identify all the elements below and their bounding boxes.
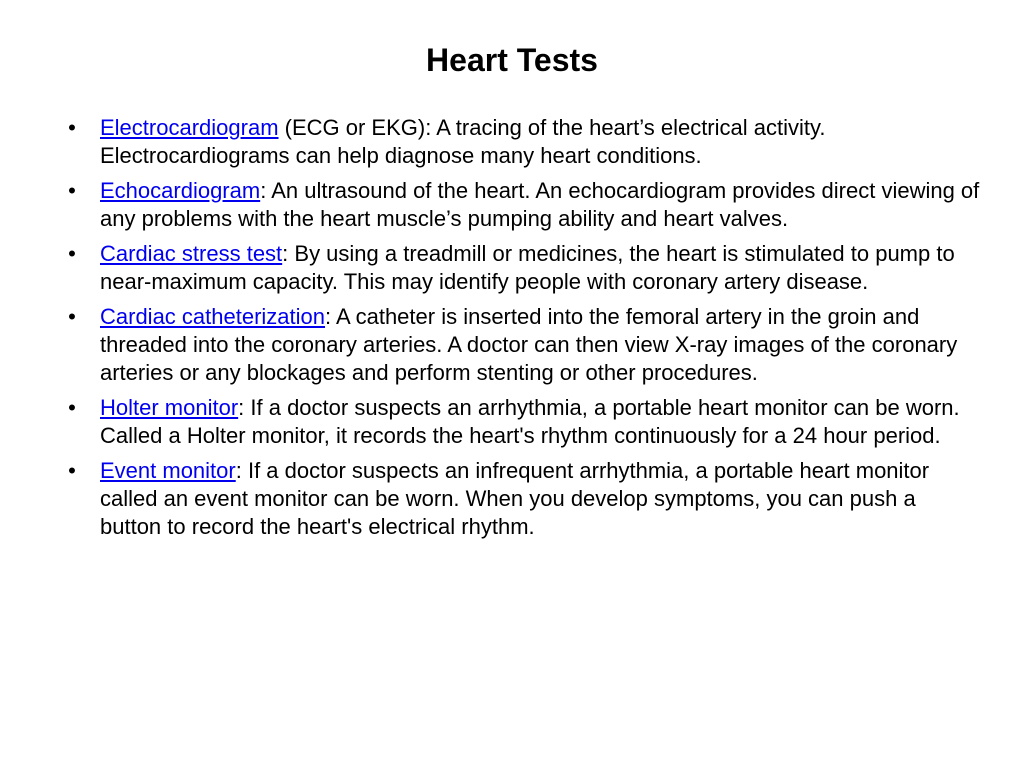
bullet-list xyxy=(68,114,980,548)
bullet-text: : An ultrasound of the heart. An echocardiogram provides direct viewing of any problems with the heart muscle’s pumping ability and heart valves. xyxy=(100,178,980,231)
bullet-item-event-monitor xyxy=(68,457,980,541)
slide-title: Heart Tests xyxy=(426,42,598,78)
link-echocardiogram[interactable]: Echocardiogram xyxy=(100,178,261,203)
link-event-monitor[interactable]: Event monitor xyxy=(100,458,236,483)
bullet-icon: • xyxy=(68,304,76,329)
bullet-item-electrocardiogram xyxy=(68,114,980,170)
link-cardiac-catheterization[interactable]: Cardiac catheterization xyxy=(100,304,326,329)
bullet-text: (ECG or EKG): A tracing of the heart’s electrical activity. Electrocardiograms can help diagnose many heart conditions. xyxy=(100,115,826,168)
bullet-icon: • xyxy=(68,458,76,483)
bullet-item-cardiac-catheterization xyxy=(68,303,980,387)
link-electrocardiogram[interactable]: Electrocardiogram xyxy=(100,115,279,140)
bullet-text: : If a doctor suspects an infrequent arrhythmia, a portable heart monitor called an event monitor can be worn. When you develop symptoms, you can push a button to record the heart's electrical rhythm. xyxy=(100,458,930,539)
bullet-icon: • xyxy=(68,241,76,266)
link-holter-monitor[interactable]: Holter monitor xyxy=(100,395,239,420)
bullet-text: : By using a treadmill or medicines, the heart is stimulated to pump to near-maximum capacity. This may identify people with coronary artery disease. xyxy=(100,241,955,294)
bullet-item-echocardiogram xyxy=(68,177,980,233)
bullet-icon: • xyxy=(68,395,76,420)
bullet-text: : A catheter is inserted into the femoral artery in the groin and threaded into the coronary arteries. A doctor can then view X-ray images of the coronary arteries or any blockages and perform stenting or other procedures. xyxy=(100,304,958,385)
bullet-item-cardiac-stress-test xyxy=(68,240,980,296)
bullet-item-holter-monitor xyxy=(68,394,980,450)
bullet-icon: • xyxy=(68,115,76,140)
bullet-icon: • xyxy=(68,178,76,203)
bullet-text: : If a doctor suspects an arrhythmia, a portable heart monitor can be worn. Called a Holter monitor, it records the heart's rhythm continuously for a 24 hour period. xyxy=(100,395,960,448)
link-cardiac-stress-test[interactable]: Cardiac stress test xyxy=(100,241,283,266)
